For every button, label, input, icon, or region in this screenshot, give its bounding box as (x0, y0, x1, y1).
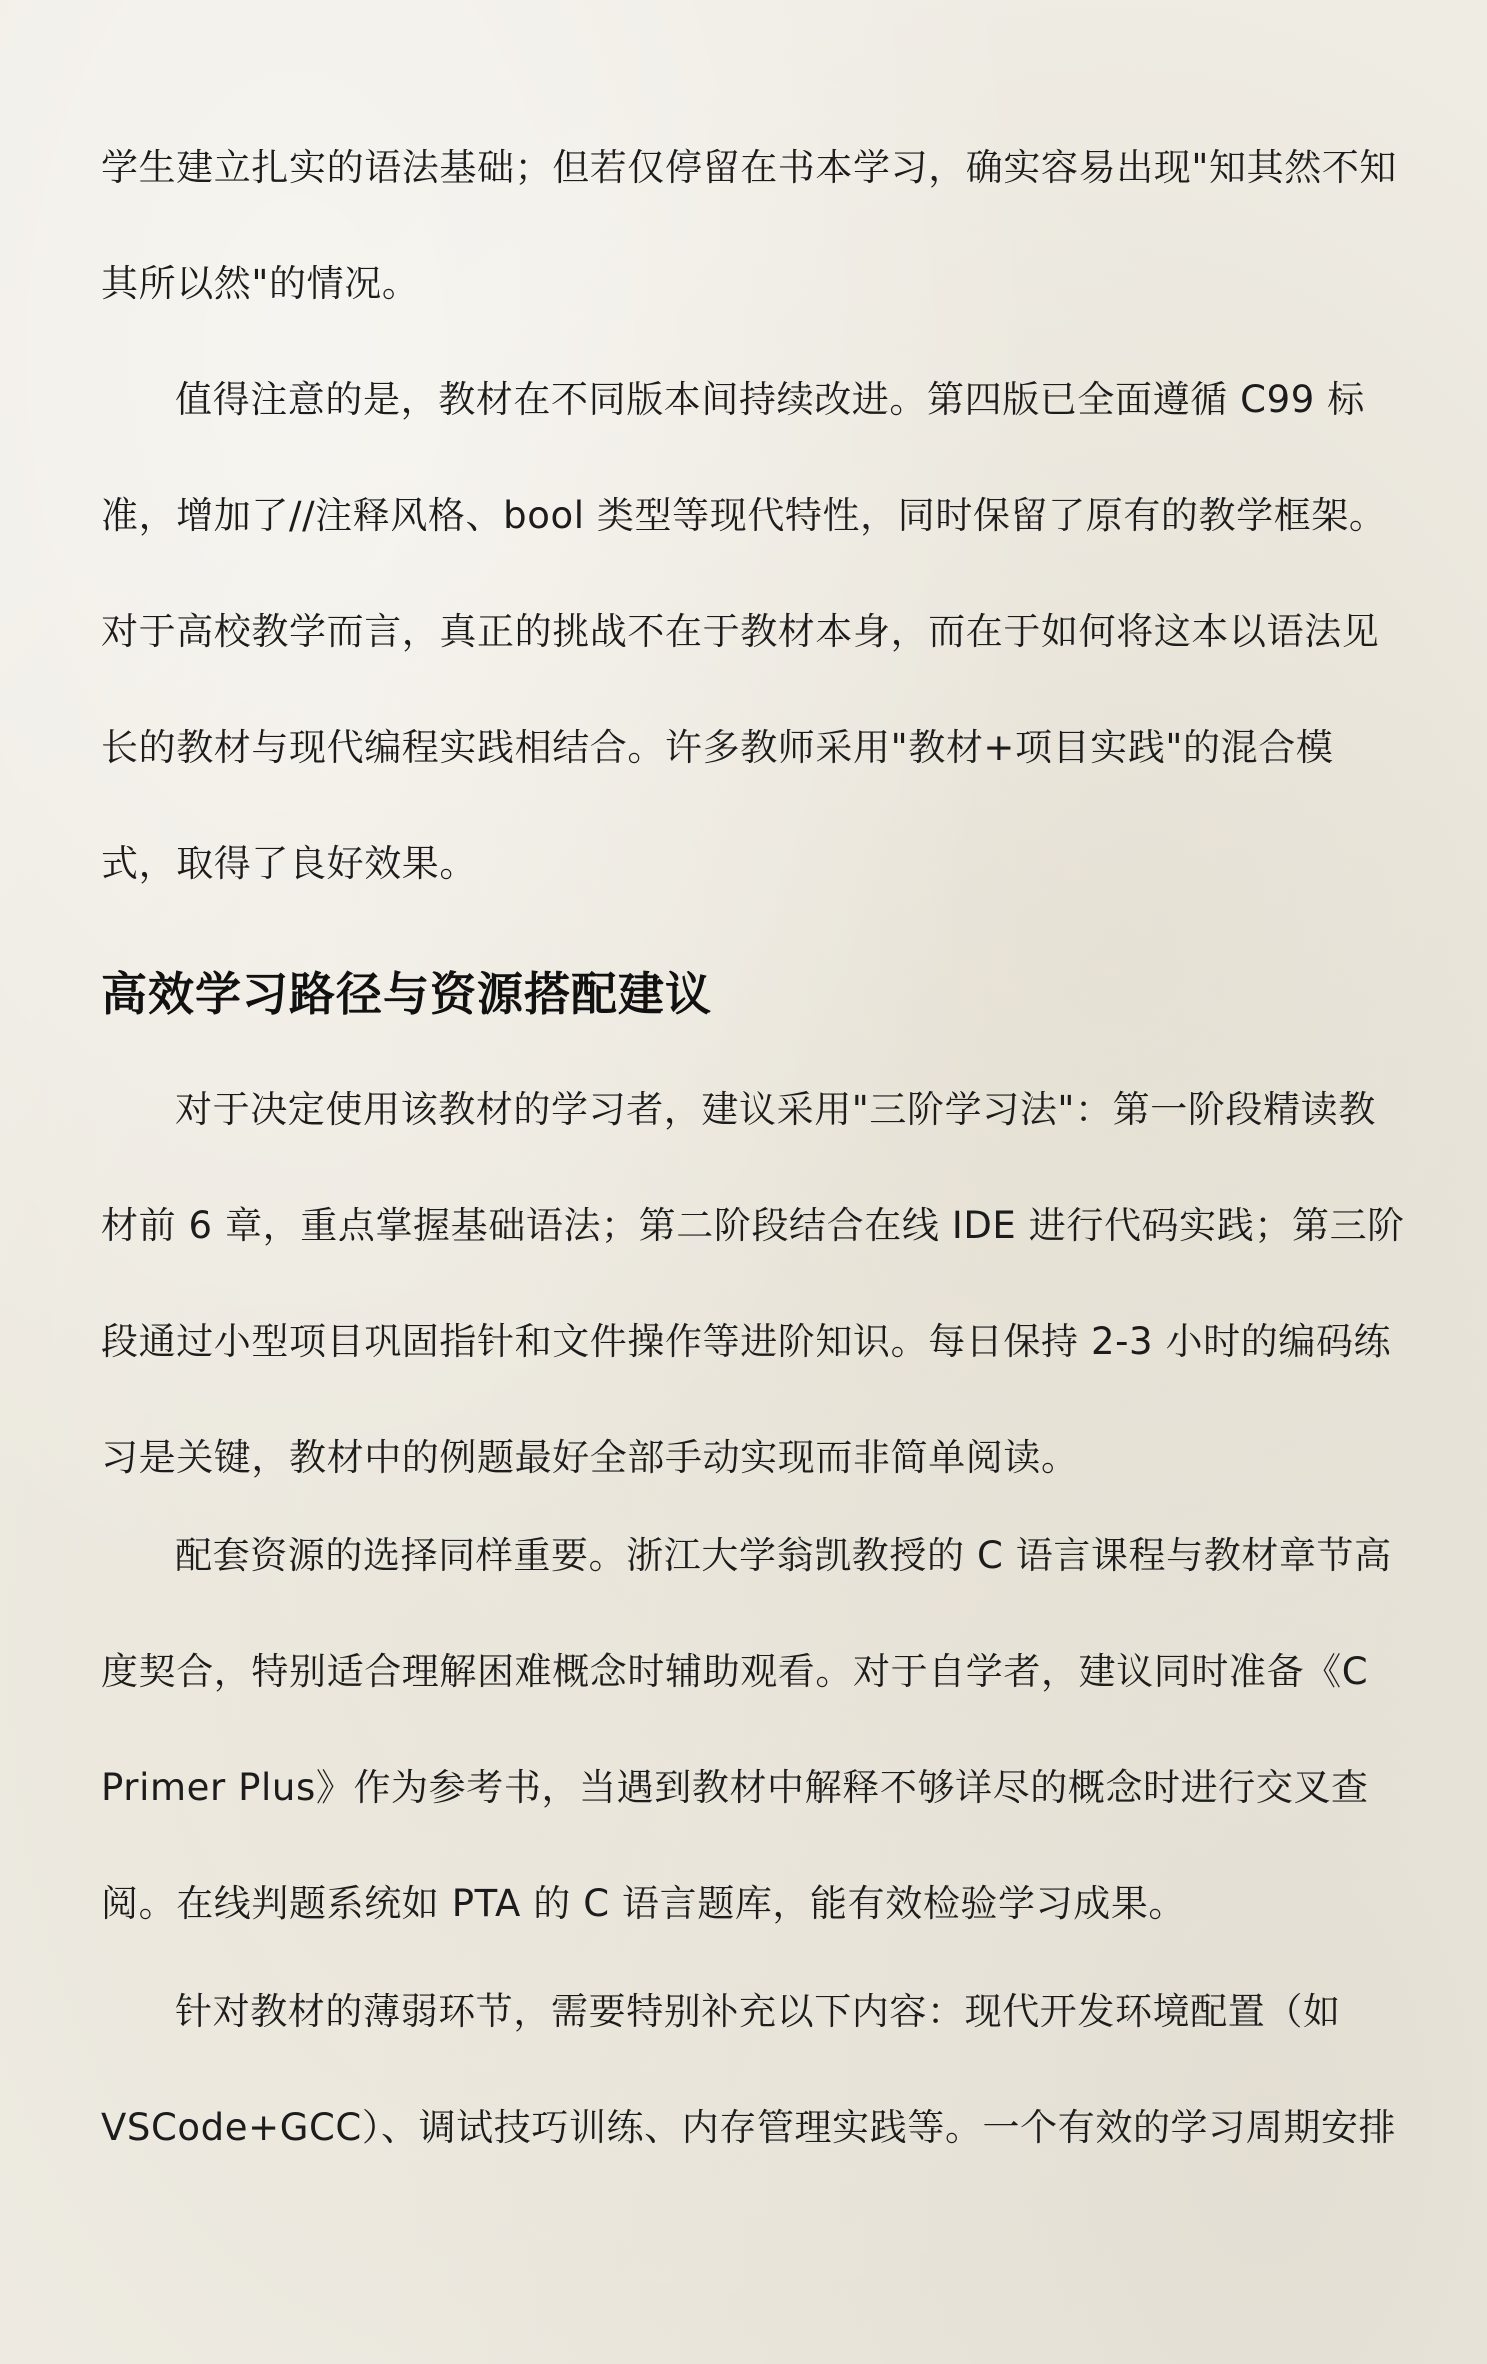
paragraph-continuation (101, 110, 1397, 342)
text-line: 配套资源的选择同样重要。浙江大学翁凯教授的 C 语言课程与教材章节高 (175, 1534, 1392, 1577)
section-heading: 高效学习路径与资源搭配建议 (101, 967, 712, 1021)
text-line: 准，增加了//注释风格、bool 类型等现代特性，同时保留了原有的教学框架。 (101, 494, 1387, 537)
text-line: 段通过小型项目巩固指针和文件操作等进阶知识。每日保持 2-3 小时的编码练 (101, 1320, 1392, 1363)
text-line: 对于高校教学而言，真正的挑战不在于教材本身，而在于如何将这本以语法见 (101, 610, 1380, 653)
text-line: 阅。在线判题系统如 PTA 的 C 语言题库，能有效检验学习成果。 (101, 1882, 1187, 1925)
paragraph-textbook-versions (101, 342, 1387, 922)
text-line: 针对教材的薄弱环节，需要特别补充以下内容：现代开发环境配置（如 (175, 1990, 1341, 2033)
text-line: 学生建立扎实的语法基础；但若仅停留在书本学习，确实容易出现"知其然不知 (101, 146, 1398, 189)
text-line: 长的教材与现代编程实践相结合。许多教师采用"教材+项目实践"的混合模 (101, 726, 1334, 769)
paragraph-learning-path (101, 1052, 1405, 1516)
paragraph-supplements (101, 1954, 1396, 2186)
text-line: 值得注意的是，教材在不同版本间持续改进。第四版已全面遵循 C99 标 (175, 378, 1365, 421)
text-line: 材前 6 章，重点掌握基础语法；第二阶段结合在线 IDE 进行代码实践；第三阶 (101, 1204, 1405, 1247)
text-line: 习是关键，教材中的例题最好全部手动实现而非简单阅读。 (101, 1436, 1079, 1479)
text-line: 式，取得了良好效果。 (101, 842, 477, 885)
paragraph-resources (101, 1498, 1392, 1962)
text-line: 其所以然"的情况。 (101, 262, 420, 305)
text-line: 对于决定使用该教材的学习者，建议采用"三阶学习法"：第一阶段精读教 (175, 1088, 1376, 1131)
text-line: VSCode+GCC）、调试技巧训练、内存管理实践等。一个有效的学习周期安排 (101, 2106, 1397, 2149)
text-line: 度契合，特别适合理解困难概念时辅助观看。对于自学者，建议同时准备《C (101, 1650, 1369, 1693)
text-line: Primer Plus》作为参考书，当遇到教材中解释不够详尽的概念时进行交叉查 (101, 1766, 1369, 1809)
